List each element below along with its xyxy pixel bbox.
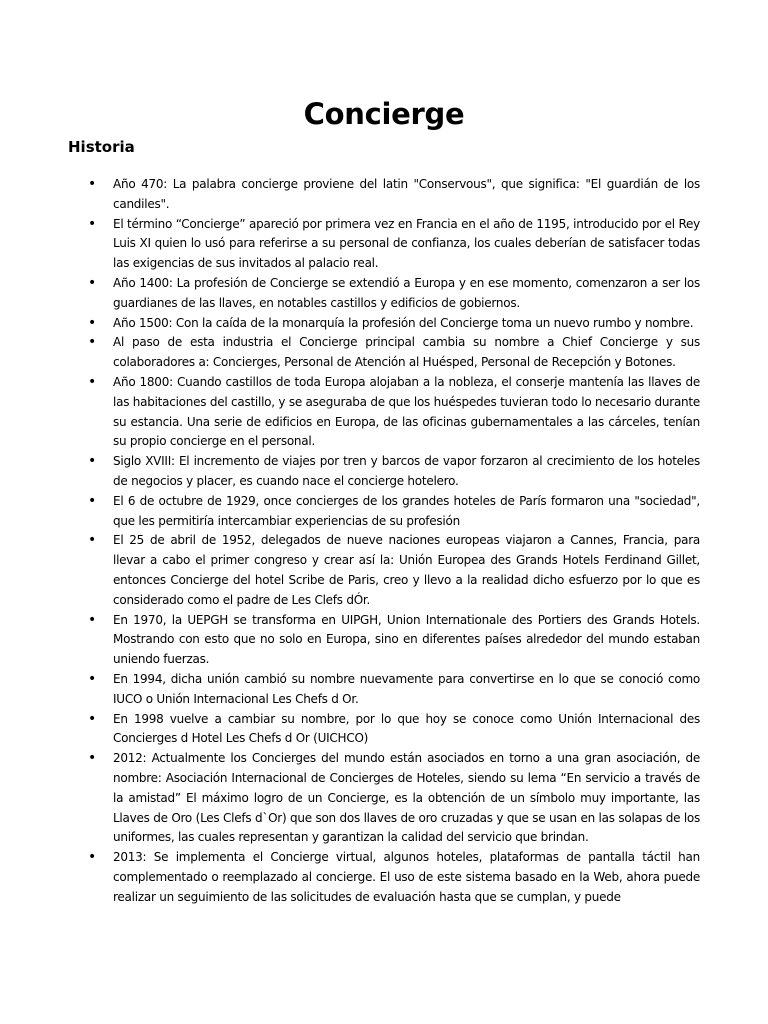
bullet-icon: • [88, 710, 97, 727]
bullet-icon: • [88, 176, 97, 192]
bullet-icon: • [88, 750, 97, 767]
list-item [88, 333, 700, 373]
list-item-text: En 1998 vuelve a cambiar su nombre, por lo que hoy se conoce como Unión Internacional des Concierges d Hotel Les Chefs d Or (UICHCO) [113, 711, 700, 746]
list-item-text: 2013: Se implementa el Concierge virtual, algunos hoteles, plataformas de pantalla táctil han complementado o reemplazado al concierge. El uso de este sistema basado en la Web, ahora puede realizar un seguimiento de las solicitudes de evaluación hasta que se cumplan, y puede [113, 850, 700, 904]
list-item-text: Año 1400: La profesión de Concierge se extendió a Europa y en ese momento, comenzaron a ser los guardianes de las llaves, en notables castillos y edificios de gobiernos. [113, 275, 700, 310]
list-item [88, 611, 700, 670]
bullet-icon: • [88, 373, 97, 390]
list-item [88, 848, 700, 907]
bullet-icon: • [88, 611, 97, 628]
list-item [88, 749, 700, 848]
bullet-icon: • [88, 334, 97, 351]
list-item-text: Al paso de esta industria el Concierge principal cambia su nombre a Chief Concierge y sus colaboradores a: Concierges, Personal de Atención al Huésped, Personal de Recepción y Botones. [113, 335, 700, 370]
list-item-text: Año 1800: Cuando castillos de toda Europa alojaban a la nobleza, el conserje mantenía las llaves de las habitaciones del castillo, y se aseguraba de que los huéspedes tuvieran todo lo necesario durante su estancia. Una serie de edificios en Europa, de las oficinas gubernamentales a las cárceles, tenían su propio concierge en el personal. [113, 374, 700, 449]
bullet-icon: • [88, 670, 97, 687]
list-item-text: El 6 de octubre de 1929, once concierges de los grandes hoteles de París formaron una "sociedad", que les permitiría intercambiar experiencias de su profesión [113, 493, 700, 528]
bullet-icon: • [88, 453, 97, 470]
bullet-icon: • [88, 314, 97, 331]
list-item [88, 175, 700, 215]
list-item [88, 373, 700, 452]
bullet-icon: • [88, 215, 97, 232]
list-item [88, 452, 700, 492]
list-item [88, 314, 700, 334]
document-title: Concierge [303, 97, 465, 131]
list-item [88, 492, 700, 532]
list-item-text: Siglo XVIII: El incremento de viajes por tren y barcos de vapor forzaron al crecimiento de los hoteles de negocios y placer, es cuando nace el concierge hotelero. [113, 454, 700, 488]
bullet-icon: • [88, 492, 97, 509]
list-item-text: En 1994, dicha unión cambió su nombre nuevamente para convertirse en lo que se conoció como IUCO o Unión Internacional Les Chefs d Or. [113, 671, 700, 706]
list-item-text: En 1970, la UEPGH se transforma en UIPGH, Union Internationale des Portiers des Grands Hotels. Mostrando con esto que no solo en Europa, sino en diferentes países alrededor del mundo estaban uniendo fuerzas. [113, 612, 700, 667]
list-item [88, 215, 700, 274]
history-list [88, 175, 700, 907]
list-item [88, 710, 700, 750]
list-item [88, 274, 700, 314]
bullet-icon: • [88, 849, 97, 866]
list-item-text: El término “Concierge” apareció por primera vez en Francia en el año de 1195, introducido por el Rey Luis XI quien lo usó para referirse a su personal de confianza, los cuales deberían de satisfacer todas las exigencias de sus invitados al palacio real. [113, 216, 700, 271]
list-item-text: Año 1500: Con la caída de la monarquía la profesión del Concierge toma un nuevo rumbo y nombre. [113, 315, 694, 330]
list-item [88, 670, 700, 710]
bullet-icon: • [88, 532, 97, 549]
list-item [88, 531, 700, 610]
list-item-text: El 25 de abril de 1952, delegados de nueve naciones europeas viajaron a Cannes, Francia, para llevar a cabo el primer congreso y crear así la: Unión Europea des Grands Hotels Ferdinand Gillet, entonces Concierge del hotel Scribe de Paris, creo y llevo a la realidad dicho esfuerzo por lo que es considerado como el padre de Les Clefs dÓr. [113, 533, 700, 607]
list-item-text: Año 470: La palabra concierge proviene del latin "Conservous", que significa: "El guardián de los candiles". [113, 177, 700, 211]
bullet-icon: • [88, 274, 97, 291]
section-heading-historia: Historia [68, 138, 135, 156]
list-item-text: 2012: Actualmente los Concierges del mundo están asociados en torno a una gran asociación, de nombre: Asociación Internacional de Concierges de Hoteles, siendo su lema “En servicio a través de la amistad” El máximo logro de un Concierge, es la obtención de un símbolo muy importante, las Llaves de Oro (Les Clefs d`Or) que son dos llaves de oro cruzadas y que se usan en las solapas de los uniformes, las cuales representan y garantizan la calidad del servicio que brindan. [113, 751, 700, 845]
